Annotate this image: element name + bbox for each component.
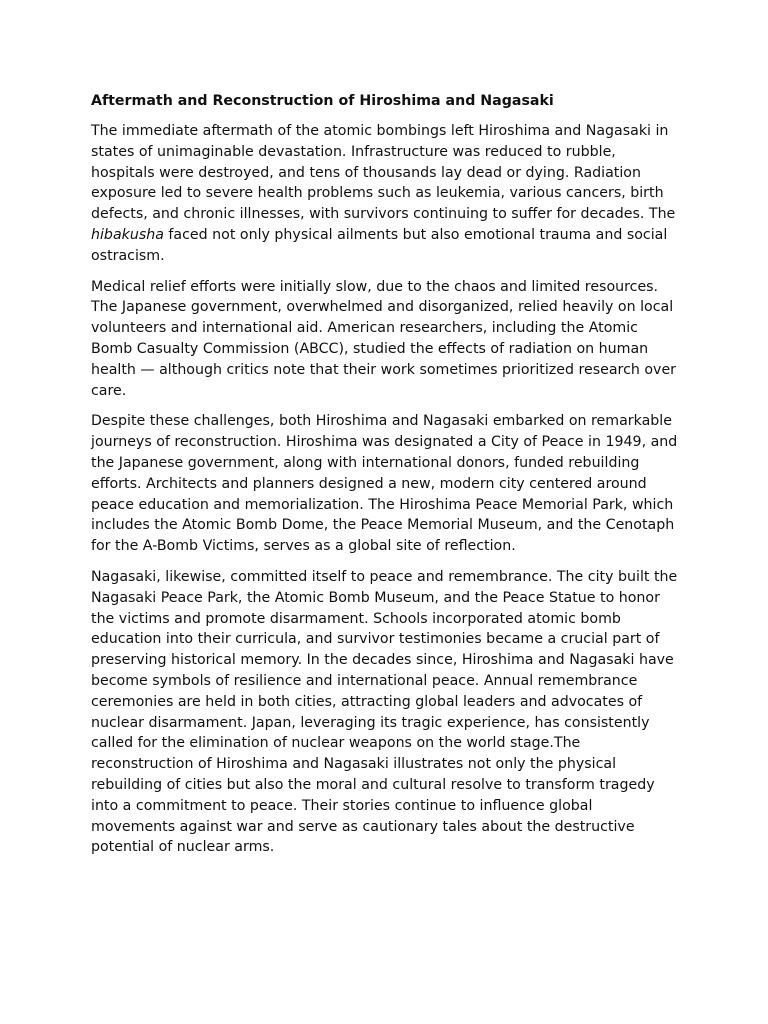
paragraph-nagasaki-remembrance: Nagasaki, likewise, committed itself to peace and remembrance. The city built the Nagasaki Peace Park, the Atomic Bomb Museum, and the Peace Statue to honor the victims and promote disarmament. Schools incorporated atomic bomb education into their curricula, and survivor testimonies became a crucial part of preserving historical memory. In the decades since, Hiroshima and Nagasaki have become symbols of resilience and international peace. Annual remembrance ceremonies are held in both cities, attracting global leaders and advocates of nuclear disarmament. Japan, leveraging its tragic experience, has consistently called for the elimination of nuclear weapons on the world stage.The reconstruction of Hiroshima and Nagasaki illustrates not only the physical rebuilding of cities but also the moral and cultural resolve to transform tragedy into a commitment to peace. Their stories continue to influence global movements against war and serve as cautionary tales about the destructive potential of nuclear arms. xyxy=(91,568,678,856)
paragraph-aftermath xyxy=(91,121,681,267)
paragraph-medical-relief: Medical relief efforts were initially slow, due to the chaos and limited resources. The Japanese government, overwhelmed and disorganized, relied heavily on local volunteers and international aid. American researchers, including the Atomic Bomb Casualty Commission (ABCC), studied the effects of radiation on human health — although critics note that their work sometimes prioritized research over care. xyxy=(91,278,677,399)
document-page xyxy=(91,91,681,868)
hibakusha-term: hibakusha xyxy=(91,226,164,243)
paragraph-hiroshima-reconstruction: Despite these challenges, both Hiroshima and Nagasaki embarked on remarkable journeys of reconstruction. Hiroshima was designated a City of Peace in 1949, and the Japanese government, along with international donors, funded rebuilding efforts. Architects and planners designed a new, modern city centered around peace education and memorialization. The Hiroshima Peace Memorial Park, which includes the Atomic Bomb Dome, the Peace Memorial Museum, and the Cenotaph for the A-Bomb Victims, serves as a global site of reflection. xyxy=(91,413,678,555)
paragraph-aftermath-text-start: The immediate aftermath of the atomic bombings left Hiroshima and Nagasaki in states of unimaginable devastation. Infrastructure was reduced to rubble, hospitals were destroyed, and tens of thousands lay dead or dying. Radiation exposure led to severe health problems such as leukemia, various cancers, birth defects, and chronic illnesses, with survivors continuing to suffer for decades. The xyxy=(91,123,676,223)
paragraph-aftermath-text-end: faced not only physical ailments but also emotional trauma and social ostracism. xyxy=(91,226,668,264)
document-title: Aftermath and Reconstruction of Hiroshima and Nagasaki xyxy=(91,93,554,109)
